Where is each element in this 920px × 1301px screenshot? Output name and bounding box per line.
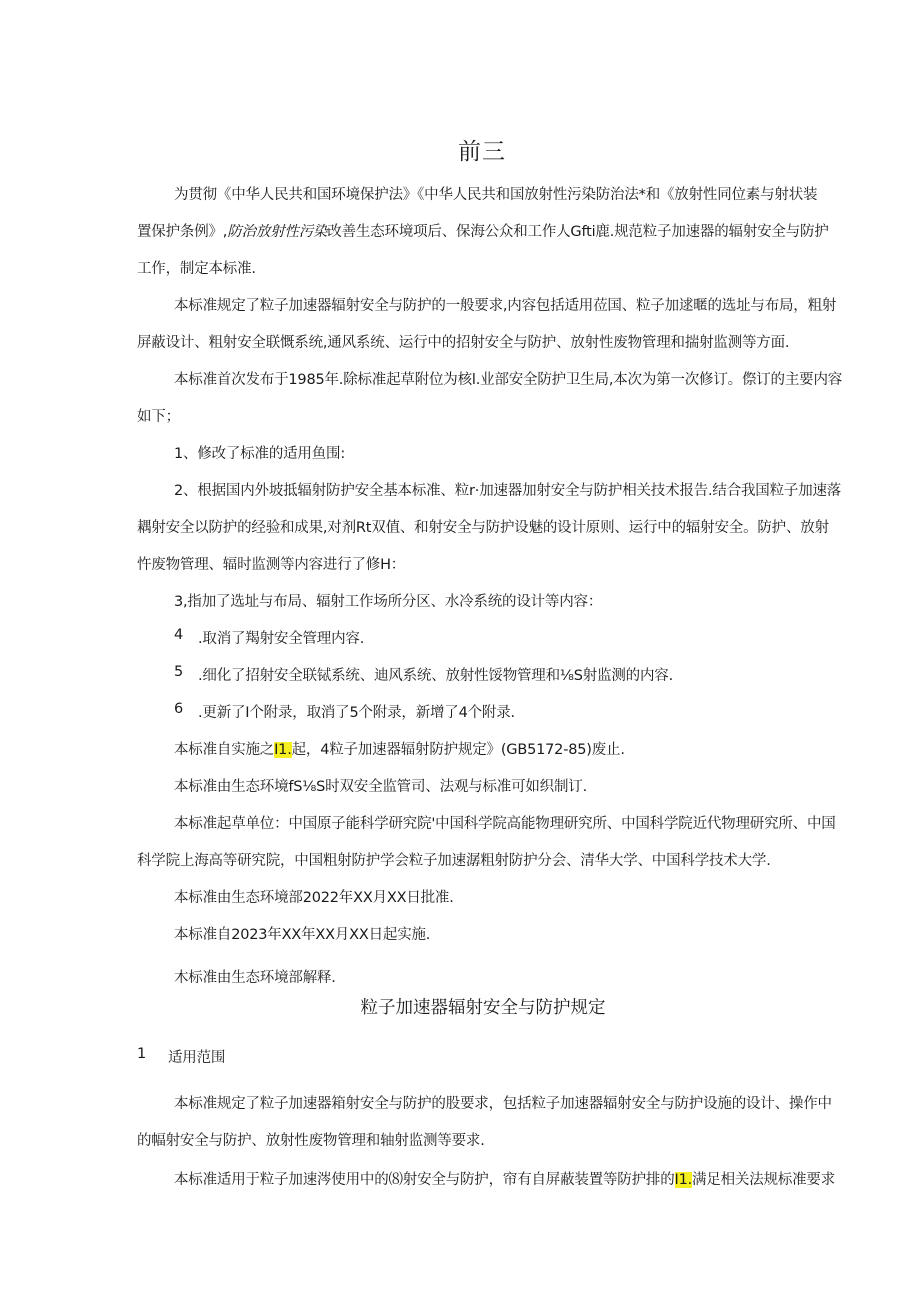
foreword-item-3: 3,指加了选址与布局、辐射工作场所分区、水冷系统的设计等内容： [174, 594, 603, 610]
foreword-item-1: 1、修改了标准的适用鱼围: [174, 446, 346, 462]
foreword-p8: 本标准自2023年XX年XX月XX日起实施. [174, 927, 431, 943]
section-1-p2 [174, 1168, 835, 1189]
foreword-p1-line2 [137, 220, 829, 241]
section-1-number: 1 [137, 1046, 147, 1062]
section-1-p1-line2: 的幅射安全与防护、放射性废物管理和轴射监测等要求. [137, 1133, 485, 1149]
foreword-p2-line2: 屏蔽设计、粗射安全联慨系统,通风系统、运行中的招射安全与防护、放射性废物管理和揣射监测等方面. [137, 335, 790, 351]
foreword-p6-line2: 科学院上海高等研究院，中国粗射防护学会粒子加速潺粗射防护分会、清华大学、中国科学技术大学. [137, 853, 771, 869]
section-1-p1-line1: 本标准规定了粒子加速器箱射安全与防护的股要求，包括粒子加速器辐射安全与防护设施的设计、操作中 [174, 1096, 832, 1112]
foreword-item-2-line2: 耦射安全以防护的经验和成果,对剂Rt双值、和射安全与防护设魅的设计原则、运行中的辐射安全。防护、放射 [137, 520, 829, 536]
foreword-p1-line2-a: 置保护条例》, [137, 224, 228, 240]
foreword-p4 [174, 738, 625, 759]
foreword-item-5: .细化了招射安全联铽系统、迪风系统、放射性馁物管理和⅛S射监测的内容. [198, 668, 673, 684]
foreword-p6-line1: 本标准起草单位：中国原子能科学研究院'中国科学院高能物理研究所、中国科学院近代物理研究所、中国 [174, 816, 836, 832]
section-1-p2-b: 满足相关法规标准要求 [692, 1172, 836, 1188]
foreword-p3-line1: 本标准首次发布于1985年.除标准起草附位为核l.业部安全防护卫生局,本次为第一次修订。傺订的主要内容 [174, 372, 843, 388]
foreword-p1-line2-c: 改善生态环境项后、保海公众和工作人Gfti鹿.规范粒子加速器的辐射安全与防护 [327, 224, 829, 240]
foreword-item-2-line3: 忤废物管理、辐时监测等内容进行了修H： [137, 557, 406, 573]
foreword-item-6: .更新了I个附录，取消了5个附录，新增了4个附录. [198, 705, 515, 721]
foreword-p9: 木标准由生态环境部解释. [174, 970, 336, 986]
foreword-p4-a: 本标准自实施之 [174, 742, 275, 758]
foreword-title: 前三 [458, 139, 506, 165]
section-1-p2-a: 本标准适用于粒子加速涔使用中的⑻射安全与防护，帘有自屏蔽装置等防护排的 [174, 1172, 675, 1188]
highlight-mark: I1. [674, 1172, 693, 1188]
foreword-item-5-number: 5 [174, 664, 184, 680]
foreword-item-4-number: 4 [174, 627, 184, 643]
section-1-title: 适用范围 [168, 1050, 226, 1066]
foreword-item-4: .取消了羯射安全管理内容. [198, 631, 365, 647]
foreword-item-2-line1: 2、根据国内外坡抵辐射防护安全基本标准、粒r·加速器加射安全与防护相关技术报告.结合我国粒子加速落 [174, 483, 842, 499]
standard-title: 粒子加速器辐射安全与防护规定 [360, 998, 606, 1018]
foreword-p7: 本标准由生态环境部2022年XX月XX日批准. [174, 890, 454, 906]
foreword-item-6-number: 6 [174, 701, 184, 717]
foreword-p1-line1: 为贯彻《中华人民共和国环境保护法》《中华人民共和国放射性污染防治法*和《放射性同位素与射状装 [174, 187, 818, 203]
foreword-p1-line2-italic: 防治放射性污染 [227, 224, 328, 240]
foreword-p1-line3: 工作，制定本标准. [137, 261, 256, 277]
foreword-p3-line2: 如下； [137, 409, 180, 425]
foreword-p2-line1: 本标准规定了粒子加速器辐射安全与防护的一般要求,内容包括适用莅国、粒子加逑暱的选址与布局，粗射 [174, 298, 837, 314]
highlight-mark: I1. [274, 742, 292, 758]
foreword-p5: 本标准由生态环境fS⅛S时双安全监管司、法观与标准可如织制订. [174, 779, 587, 795]
foreword-p4-b: 起，4粒子加速器辐射防护规定》(GB5172-85)废止. [291, 742, 625, 758]
